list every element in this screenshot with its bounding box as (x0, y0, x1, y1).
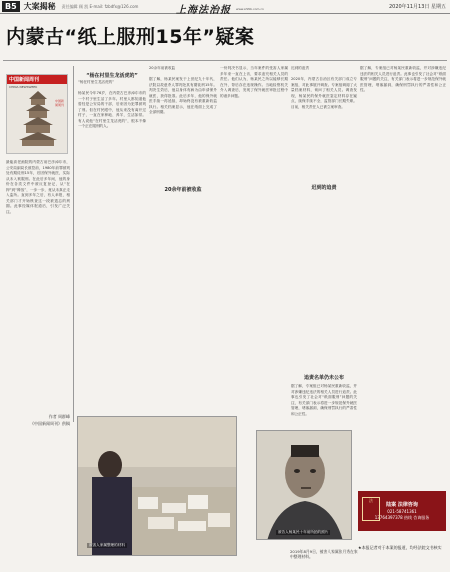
ad-hotline: 13764397378 热线 咨询服务 (374, 515, 430, 520)
article-column-left (6, 160, 70, 410)
article-column-6 (360, 66, 446, 486)
column-text: 据了解，专案组已对杨某民重新收监，并对涉嫌违纪违法的相关人员进行追责。此事也引发了社会对“纸面服刑”问题的关注，有关部门表示将进一步规范保外就医管理，堵塞漏洞，确保刑罚执行的严肃性和公正性。 (291, 384, 357, 416)
newspaper-masthead: 上海法治报 (176, 5, 231, 16)
ad-seal-icon: 法 (362, 497, 380, 521)
photo-victim-family (77, 416, 237, 556)
column-text: “杨在村里生龙活虎的” 杨某民今年76岁，在内蒙古巴彦淖尔市的一个村子里生活了多年。村里人都知道他曾经是公安局的干部，后来因为犯罪被判了刑。但在村民眼中，他从来没有离开过村子，一直在家种地、养羊，生活如常。有人说他“在村里生龙活虎的”，根本不像一个正在服刑的人。 (78, 80, 146, 128)
subhead-2: 20余年前被收监 (164, 187, 202, 193)
photo-caption-right: 被告人杨某民十年前所拍的照片 (278, 530, 329, 534)
magazine-title: 中国新闻周刊 (7, 75, 67, 84)
pagoda-illustration (17, 89, 59, 147)
article-column-3 (149, 66, 217, 416)
legal-ad-box (358, 491, 446, 531)
column-text: 最能高老画院的内蒙古前巴彦淖尔市，公安局副局长被控前，1980年前罪被判处有期徒刑15年，后因保外就医，实际从未入狱服刑。在此后多年间，他的身份在各类文件中被反复登记，从“在押”到“释放”，一步一步，竟从未真正走入监所。直到多年之后，有人举报，相关部门才开始核查这一段被遗忘的刑期。此事经媒体报道后，引发广泛关注。 (6, 160, 70, 214)
article-column-4 (220, 66, 288, 416)
article-column-5 (291, 66, 357, 366)
article-source: 《中国新闻周刊》供稿 (30, 421, 70, 426)
ad-title: 陆案 法律咨询 (386, 502, 418, 508)
column-text: 据了解，专案组已对杨某民重新收监，并对涉嫌违纪违法的相关人员进行追责。此事也引发了社会对“纸面服刑”问题的关注，有关部门表示将进一步规范保外就医管理，堵塞漏洞，确保刑罚执行的严肃性和公正性。 (360, 66, 446, 92)
magazine-subtitle: CHINA NEWSWEEK (9, 85, 38, 89)
article-author: 作者 周群峰 (48, 414, 70, 419)
column-text: 20余年前被收监 据了解，杨某民案发于上世纪九十年代，法院以故意杀人罪判处其有期徒刑15年。判决生效后，他以身体有病为由申请保外就医，获得批准。此后多年，他的保外就医手续一再延续，却始终没有被重新收监执行。相关档案显示，他在纸面上完成了全部刑期。 (149, 66, 217, 114)
photo-caption-bottom: 2019年8月9日，被害人家属张月秀在家中整理材料。 (290, 549, 358, 559)
column-text: 迟到的追责 2020年，内蒙古自治区有关部门成立专案组，对此事展开调查。专案组调阅了大量档案材料，询问了相关人员。调查发现，杨某民的保外就医鉴定材料存在疑点，续保手续不全，监管部门长期失职。目前，相关责任人已被立案审查。 (291, 66, 357, 109)
subhead-4: 追责名单仍未公布 (303, 375, 344, 381)
rule-divider (3, 60, 447, 61)
article-column-2 (78, 80, 146, 410)
article-column-5b (291, 384, 357, 424)
photo-suspect (256, 430, 352, 540)
section-title: 大案揭秘 (23, 2, 56, 11)
column-text: 一份判决书显示，当年案件的受害人家属多年来一直在上访，要求追究相关人员的责任。他们认为，杨某民之所以能够长期在外，背后存在违规操作。当地检察机关介入调查后，发现了保外就医审批过程中的诸多问题。 (220, 66, 288, 98)
page-number-badge: B5 (2, 1, 20, 12)
ad-phone: 021-58741361 (387, 509, 417, 514)
magazine-cover (6, 74, 68, 154)
magazine-side-text: 中国新闻周刊 (55, 99, 65, 107)
photo-caption-left: 被害人家属整理的材料 (89, 543, 125, 547)
photo-illustration (78, 417, 237, 556)
headline: 内蒙古“纸上服刑15年”疑案 (6, 26, 255, 48)
subhead-1: “杨在村里生龙活虎的” (86, 73, 138, 79)
subhead-3: 迟到的追责 (311, 185, 337, 191)
issue-date: 2020年11月13日 星期五 (388, 4, 446, 10)
portrait-illustration (257, 431, 352, 540)
editor-info: 责任编辑 顾 凯 E-mail: fzbdfx@126.com (61, 3, 139, 9)
masthead-url: www.shfzb.com.cn (236, 7, 264, 11)
column-divider (73, 66, 74, 422)
footer-note: ★本报记者对于本案的报道，均经法院文书核实 (358, 545, 442, 550)
